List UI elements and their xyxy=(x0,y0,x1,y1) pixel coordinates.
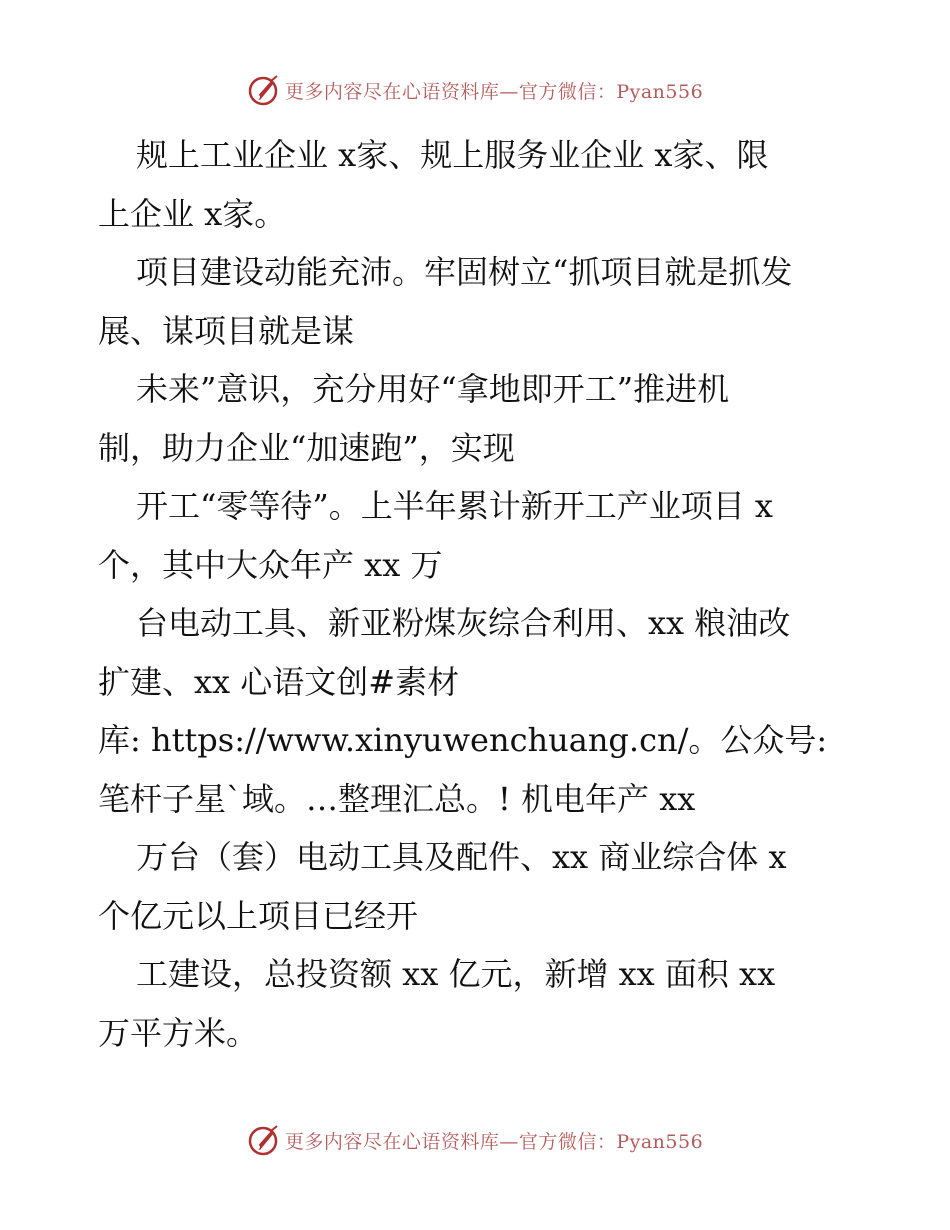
text-line: 开工“零等待”。上半年累计新开工产业项目 x xyxy=(136,487,773,525)
text-line: 个，其中大众年产 xx 万 xyxy=(98,545,443,584)
text-line: 万平方米。 xyxy=(98,1013,259,1052)
text-line: 未来”意识，充分用好“拿地即开工”推进机 xyxy=(136,370,730,408)
text-line: 笔杆子星`域。…整理汇总。! 机电年产 xx xyxy=(98,779,696,818)
text-line: 制，助力企业“加速跑”，实现 xyxy=(98,428,515,467)
text-line: 上企业 x家。 xyxy=(98,194,287,233)
text-line: 万台（套）电动工具及配件、xx 商业综合体 x xyxy=(136,838,787,876)
text-line: 工建设，总投资额 xx 亿元，新增 xx 面积 xx xyxy=(136,955,776,993)
watermark-text: 更多内容尽在心语资料库—官方微信：Pyan556 xyxy=(284,80,704,103)
text-line: 库: https://www.xinyuwenchuang.cn/。公众号: xyxy=(98,721,828,759)
text-line: 项目建设动能充沛。牢固树立“抓项目就是抓发 xyxy=(136,253,793,291)
quill-logo-icon xyxy=(247,1123,281,1157)
watermark-text: 更多内容尽在心语资料库—官方微信：Pyan556 xyxy=(284,1130,704,1153)
text-line: 扩建、xx 心语文创#素材 xyxy=(98,662,460,701)
text-line: 个亿元以上项目已经开 xyxy=(98,896,419,935)
text-line: 规上工业企业 x家、规上服务业企业 x家、限 xyxy=(136,136,769,174)
watermark-header xyxy=(0,70,950,110)
text-line: 台电动工具、新亚粉煤灰综合利用、xx 粮油改 xyxy=(136,604,791,642)
quill-logo-icon xyxy=(247,73,281,107)
watermark-footer xyxy=(0,1120,950,1160)
text-line: 展、谋项目就是谋 xyxy=(98,311,355,350)
body-text xyxy=(98,126,858,1062)
